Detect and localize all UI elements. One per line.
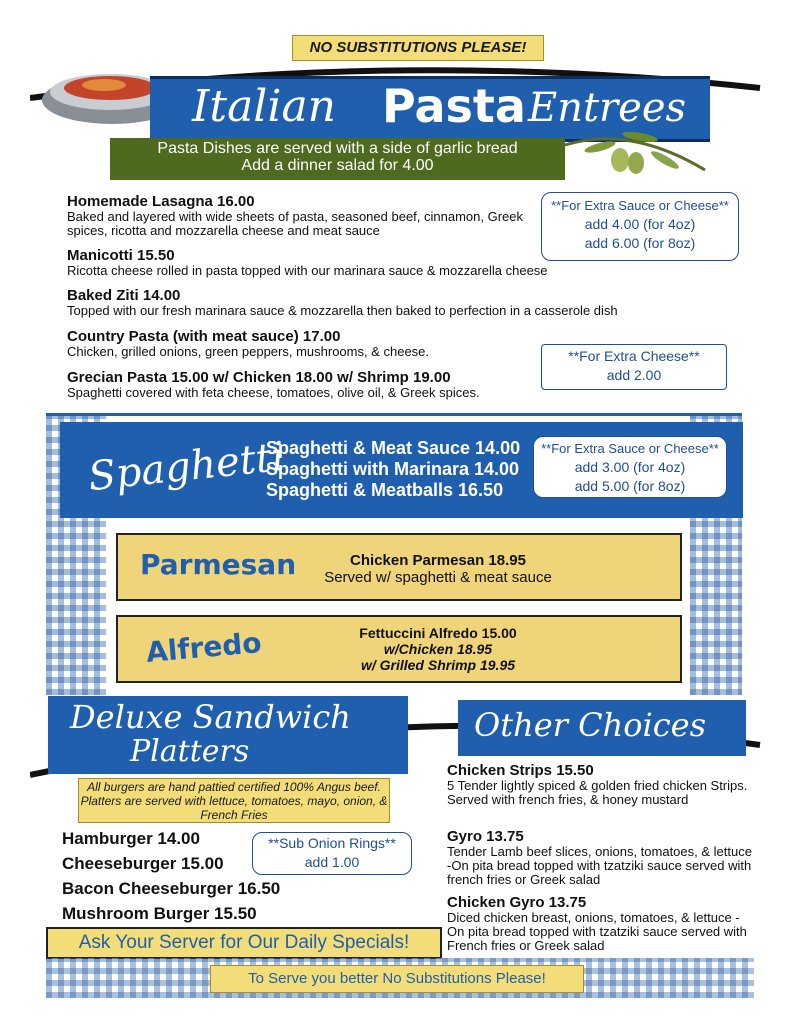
sandwich-banner bbox=[48, 696, 408, 774]
parmesan-line-1: Chicken Parmesan 18.95 bbox=[350, 552, 526, 569]
burger-info: All burgers are hand pattied certified 100% Angus beef. Platters are served with lettuce, tomatoes, mayo, onion, & French Fries bbox=[78, 778, 390, 823]
alfredo-details bbox=[318, 625, 558, 673]
note-line-2: add 2.00 bbox=[606, 367, 662, 383]
title-script-entrees: Entrees bbox=[528, 85, 687, 131]
burger-item: Mushroom Burger 15.50 bbox=[62, 904, 257, 923]
note-line-3: add 5.00 (for 8oz) bbox=[574, 478, 686, 494]
subtitle-line-1: Pasta Dishes are served with a side of garlic bread bbox=[157, 140, 518, 157]
pasta-item-lasagna bbox=[67, 193, 542, 238]
sandwich-title-2: Platters bbox=[130, 734, 250, 769]
item-title: Manicotti 15.50 bbox=[67, 247, 175, 264]
alfredo-line-2: w/Chicken 18.95 bbox=[383, 641, 493, 657]
item-desc: Diced chicken breast, onions, tomatoes, & lettuce -On pita bread topped with tzatziki sauce served with French fries or Greek salad bbox=[447, 910, 747, 953]
spaghetti-extra-note bbox=[533, 436, 727, 498]
alfredo-line-1: Fettuccini Alfredo 15.00 bbox=[359, 625, 517, 641]
parmesan-details bbox=[298, 552, 578, 586]
spaghetti-items bbox=[266, 438, 520, 501]
other-item-chicken-strips bbox=[447, 762, 752, 807]
item-desc: 5 Tender lightly spiced & golden fried chicken Strips. Served with french fries, & honey mustard bbox=[447, 778, 748, 807]
spaghetti-item: Spaghetti & Meatballs 16.50 bbox=[266, 480, 504, 500]
other-choices-title: Other Choices bbox=[474, 706, 706, 744]
item-desc: Ricotta cheese rolled in pasta topped with our marinara sauce & mozzarella cheese bbox=[67, 263, 548, 278]
note-line-2: add 4.00 (for 4oz) bbox=[584, 216, 696, 232]
footer-no-substitutions: To Serve you better No Substitutions Please! bbox=[210, 965, 584, 993]
item-title: Homemade Lasagna 16.00 bbox=[67, 193, 255, 210]
item-title: Chicken Strips 15.50 bbox=[447, 762, 594, 779]
burger-list bbox=[62, 826, 280, 926]
parmesan-line-2: Served w/ spaghetti & meat sauce bbox=[324, 569, 552, 586]
alfredo-line-3: w/ Grilled Shrimp 19.95 bbox=[360, 657, 516, 673]
note-line-1: **Sub Onion Rings** bbox=[268, 835, 396, 851]
extra-sauce-note bbox=[541, 192, 739, 261]
extra-cheese-note bbox=[541, 344, 727, 390]
item-title: Chicken Gyro 13.75 bbox=[447, 894, 587, 911]
other-item-chicken-gyro bbox=[447, 894, 752, 953]
note-line-2: add 3.00 (for 4oz) bbox=[574, 459, 686, 475]
note-line-1: **For Extra Sauce or Cheese** bbox=[541, 441, 719, 456]
no-substitutions-tag: NO SUBSTITUTIONS PLEASE! bbox=[292, 35, 544, 61]
spaghetti-script-label: Spaghetti bbox=[86, 433, 287, 501]
other-item-gyro bbox=[447, 828, 752, 887]
item-title: Baked Ziti 14.00 bbox=[67, 287, 181, 304]
burger-item: Cheeseburger 15.00 bbox=[62, 854, 224, 873]
item-title: Grecian Pasta 15.00 w/ Chicken 18.00 w/ Shrimp 19.00 bbox=[67, 369, 451, 386]
parmesan-box bbox=[116, 533, 682, 601]
alfredo-box bbox=[116, 615, 682, 683]
pasta-item-baked-ziti bbox=[67, 287, 747, 318]
pasta-item-grecian bbox=[67, 369, 547, 400]
note-line-2: add 1.00 bbox=[304, 854, 360, 870]
parmesan-label: Parmesan bbox=[140, 548, 297, 581]
item-title: Country Pasta (with meat sauce) 17.00 bbox=[67, 328, 341, 345]
sandwich-title-1: Deluxe Sandwich bbox=[70, 698, 351, 736]
subtitle-band bbox=[110, 138, 565, 180]
pasta-item-country bbox=[67, 328, 537, 359]
spaghetti-item: Spaghetti & Meat Sauce 14.00 bbox=[266, 438, 521, 458]
subtitle-line-2: Add a dinner salad for 4.00 bbox=[241, 157, 434, 174]
item-desc: Chicken, grilled onions, green peppers, mushrooms, & cheese. bbox=[67, 344, 430, 359]
other-choices-banner bbox=[458, 700, 746, 756]
note-line-1: **For Extra Cheese** bbox=[568, 348, 700, 364]
item-desc: Topped with our fresh marinara sauce & mozzarella then baked to perfection in a casserole dish bbox=[67, 303, 618, 318]
note-line-1: **For Extra Sauce or Cheese** bbox=[551, 198, 729, 213]
spaghetti-band bbox=[60, 422, 743, 518]
olive-branch-image bbox=[560, 115, 710, 185]
note-line-3: add 6.00 (for 8oz) bbox=[584, 235, 696, 251]
onion-rings-note bbox=[252, 832, 412, 875]
title-script-italian: Italian bbox=[192, 81, 337, 132]
cloth-top-frame bbox=[46, 413, 742, 416]
item-desc: Tender Lamb beef slices, onions, tomatoes, & lettuce -On pita bread topped with tzatziki sauce served with french fries or Greek salad bbox=[447, 844, 752, 887]
alfredo-label: Alfredo bbox=[144, 626, 263, 669]
burger-item: Bacon Cheeseburger 16.50 bbox=[62, 879, 281, 898]
item-desc: Baked and layered with wide sheets of pasta, seasoned beef, cinnamon, Greek spices, ricotta and mozzarella cheese and meat sauce bbox=[67, 209, 524, 238]
item-desc: Spaghetti covered with feta cheese, tomatoes, olive oil, & Greek spices. bbox=[67, 385, 480, 400]
item-title: Gyro 13.75 bbox=[447, 828, 524, 845]
title-bold-pasta: Pasta bbox=[382, 79, 526, 133]
daily-specials-banner: Ask Your Server for Our Daily Specials! bbox=[46, 927, 442, 959]
spaghetti-item: Spaghetti with Marinara 14.00 bbox=[266, 459, 520, 479]
burger-item: Hamburger 14.00 bbox=[62, 829, 200, 848]
